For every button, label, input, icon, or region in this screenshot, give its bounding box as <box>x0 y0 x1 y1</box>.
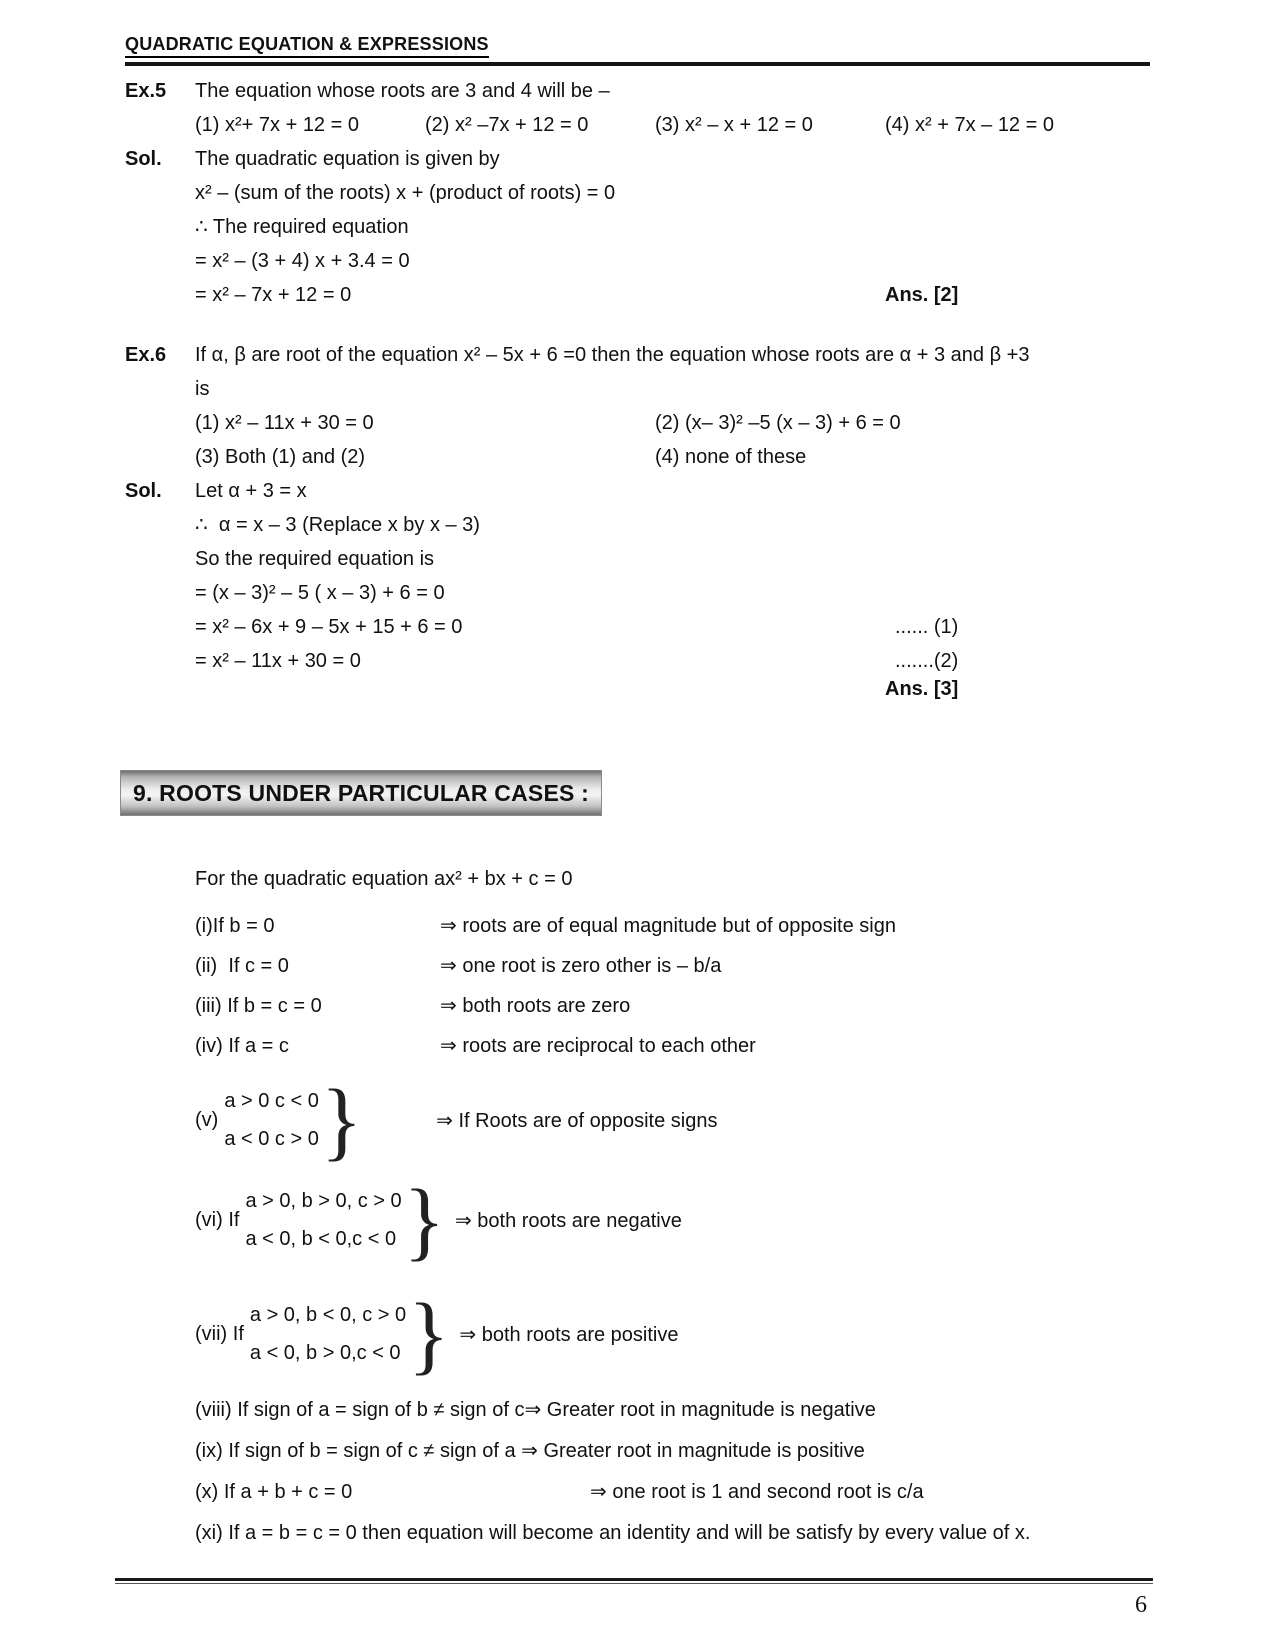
ex5-options <box>195 108 1150 142</box>
case-x-result: ⇒ one root is 1 and second root is c/a <box>590 1481 924 1503</box>
ex6-sol-line: = (x – 3)² – 5 ( x – 3) + 6 = 0 <box>195 582 445 604</box>
case-vii-condition-1: a > 0, b < 0, c > 0 <box>249 1304 407 1326</box>
case-iii-result: ⇒ both roots are zero <box>440 995 631 1017</box>
ex5-sol-line: = x² – (3 + 4) x + 3.4 = 0 <box>195 250 410 272</box>
equation-ref-1: ...... (1) <box>895 616 959 638</box>
ex5-sol-line: The quadratic equation is given by <box>195 148 500 170</box>
ex6-question-text-2: is <box>195 378 210 400</box>
page-title: QUADRATIC EQUATION & EXPRESSIONS <box>125 34 489 58</box>
ex6-option-1: (1) x² – 11x + 30 = 0 <box>195 412 374 434</box>
right-brace-icon: } <box>408 1285 450 1383</box>
ex5-sol-line-text: = x² – 7x + 12 = 0 <box>195 284 352 306</box>
case-v-condition-2: a < 0 c > 0 <box>224 1128 319 1150</box>
footer-rule-thin <box>115 1583 1153 1584</box>
case-vi-conditions <box>245 1182 401 1258</box>
header-rule <box>125 62 1150 66</box>
ex6-label: Ex.6 <box>125 344 167 366</box>
ex6-option-2: (2) (x– 3)² –5 (x – 3) + 6 = 0 <box>655 412 901 434</box>
section-heading-banner <box>120 770 602 816</box>
section-9-content <box>195 864 1150 1554</box>
case-vi <box>195 1171 1150 1269</box>
ex5-solution-body <box>195 142 1150 312</box>
case-iii <box>195 986 1150 1026</box>
case-vii-condition-2: a < 0, b > 0,c < 0 <box>249 1342 401 1364</box>
case-x <box>195 1472 1150 1513</box>
ex5-question-row <box>125 74 1150 142</box>
case-vi-label: (vi) If <box>195 1208 240 1231</box>
case-i-result: ⇒ roots are of equal magnitude but of opposite sign <box>440 915 896 937</box>
ex5-label: Ex.5 <box>125 80 167 102</box>
right-brace-icon: } <box>320 1071 363 1169</box>
case-vi-result: ⇒ both roots are negative <box>454 1209 682 1232</box>
ex5-sol-line: ∴ The required equation <box>195 216 409 238</box>
case-v-conditions <box>224 1082 319 1158</box>
footer-rule <box>115 1578 1153 1581</box>
exercise-6 <box>125 338 1150 712</box>
ex5-option-4: (4) x² + 7x – 12 = 0 <box>885 114 1054 136</box>
ex5-answer: Ans. [2] <box>885 284 959 306</box>
page-header <box>125 34 1150 66</box>
case-iv-condition: (iv) If a = c <box>195 1035 289 1057</box>
ex6-sol-line-text: = x² – 6x + 9 – 5x + 15 + 6 = 0 <box>195 616 463 638</box>
ex6-options-row-2 <box>195 440 1150 474</box>
case-x-condition: (x) If a + b + c = 0 <box>195 1481 353 1503</box>
case-iii-condition: (iii) If b = c = 0 <box>195 995 322 1017</box>
case-v-condition-1: a > 0 c < 0 <box>224 1090 319 1112</box>
right-brace-icon: } <box>403 1171 445 1269</box>
ex5-question-body <box>195 74 1150 142</box>
case-ii-condition: (ii) If c = 0 <box>195 955 289 977</box>
ex6-sol-line-text: = x² – 11x + 30 = 0 <box>195 650 361 672</box>
ex5-solution-row <box>125 142 1150 312</box>
ex6-solution-body <box>195 474 1150 712</box>
ex5-sol-final-line <box>195 278 1150 312</box>
case-i-condition: (i)If b = 0 <box>195 915 275 937</box>
case-ii <box>195 946 1150 986</box>
case-ix: (ix) If sign of b = sign of c ≠ sign of a ⇒ Greater root in magnitude is positive <box>195 1440 865 1462</box>
case-vii <box>195 1285 1150 1383</box>
ex6-answer: Ans. [3] <box>885 678 959 700</box>
ex6-question-text: If α, β are root of the equation x² – 5x + 6 =0 then the equation whose roots are α + 3 and β +3 <box>195 344 1030 366</box>
case-ii-result: ⇒ one root is zero other is – b/a <box>440 955 722 977</box>
section-heading-text: 9. ROOTS UNDER PARTICULAR CASES : <box>133 779 589 806</box>
ex5-sol-label: Sol. <box>125 148 162 170</box>
ex6-sol-label: Sol. <box>125 480 162 502</box>
case-xi: (xi) If a = b = c = 0 then equation will become an identity and will be satisfy by every value of x. <box>195 1522 1031 1544</box>
equation-ref-2: .......(2) <box>895 650 959 672</box>
case-vi-condition-1: a > 0, b > 0, c > 0 <box>245 1190 402 1212</box>
ex6-option-3: (3) Both (1) and (2) <box>195 446 366 468</box>
ex6-question-row <box>125 338 1150 474</box>
section-intro: For the quadratic equation ax² + bx + c = 0 <box>195 868 573 890</box>
ex5-option-1: (1) x²+ 7x + 12 = 0 <box>195 114 359 136</box>
ex6-sol-line: So the required equation is <box>195 548 435 570</box>
case-vi-condition-2: a < 0, b < 0,c < 0 <box>245 1228 397 1250</box>
case-iv-result: ⇒ roots are reciprocal to each other <box>440 1035 756 1057</box>
page-footer <box>115 1578 1153 1619</box>
ex5-question-text: The equation whose roots are 3 and 4 will be – <box>195 80 610 102</box>
simple-cases-list <box>195 906 1150 1066</box>
ex6-option-4: (4) none of these <box>655 446 807 468</box>
case-v-label: (v) <box>195 1108 219 1131</box>
ex6-sol-line-with-ref <box>195 610 1150 644</box>
ex6-sol-line: Let α + 3 = x <box>195 480 307 502</box>
case-viii: (viii) If sign of a = sign of b ≠ sign of c⇒ Greater root in magnitude is negative <box>195 1399 876 1421</box>
case-vii-conditions <box>250 1296 406 1372</box>
ex6-sol-line-with-ref <box>195 644 1150 678</box>
ex6-sol-line: ∴ α = x – 3 (Replace x by x – 3) <box>195 514 480 536</box>
case-v-result: ⇒ If Roots are of opposite signs <box>436 1109 718 1132</box>
case-v <box>195 1071 1150 1169</box>
case-iv <box>195 1026 1150 1066</box>
case-vii-result: ⇒ both roots are positive <box>459 1323 679 1346</box>
ex5-sol-line: x² – (sum of the roots) x + (product of roots) = 0 <box>195 182 616 204</box>
ex6-solution-row <box>125 474 1150 712</box>
ex5-option-2: (2) x² –7x + 12 = 0 <box>425 114 589 136</box>
case-i <box>195 906 1150 946</box>
ex6-question-body <box>195 338 1150 474</box>
ex5-option-3: (3) x² – x + 12 = 0 <box>655 114 813 136</box>
page-number: 6 <box>1135 1592 1147 1618</box>
exercise-5 <box>125 74 1150 312</box>
ex6-answer-row <box>195 678 1150 712</box>
ex6-options-row-1 <box>195 406 1150 440</box>
case-vii-label: (vii) If <box>195 1322 244 1345</box>
